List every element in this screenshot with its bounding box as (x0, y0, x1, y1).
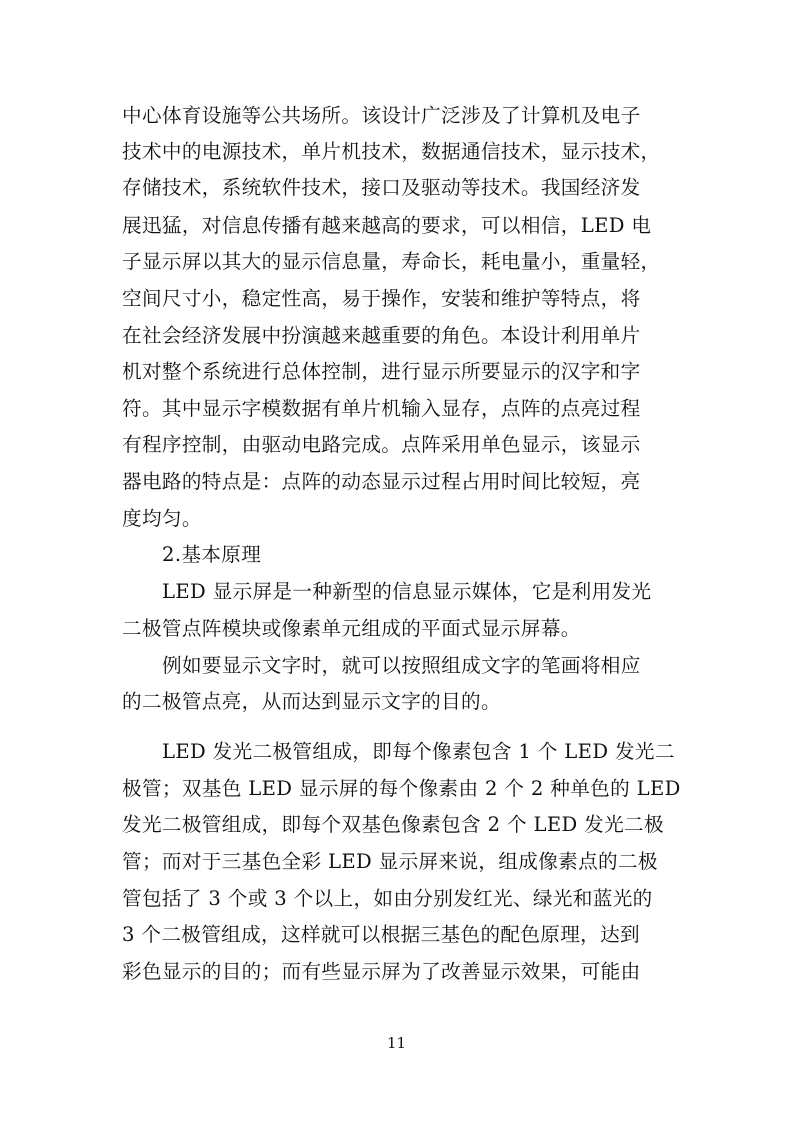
text-line: 发光二极管组成，即每个双基色像素包含 2 个 LED 发光二极 (122, 813, 664, 836)
text-line: LED 发光二极管组成，即每个像素包含 1 个 LED 发光二 (162, 740, 675, 763)
text-line: 空间尺寸小，稳定性高，易于操作，安装和维护等特点，将 (122, 287, 641, 310)
page-number: 11 (386, 1034, 407, 1052)
text-line: 极管；双基色 LED 显示屏的每个像素由 2 个 2 种单色的 LED (122, 777, 681, 800)
text-line: 展迅猛，对信息传播有越来越高的要求，可以相信，LED 电 (122, 214, 652, 237)
text-line: 技术中的电源技术，单片机技术，数据通信技术，显示技术， (122, 140, 661, 163)
text-line: 3 个二极管组成，这样就可以根据三基色的配色原理，达到 (122, 923, 640, 946)
text-line: 存储技术，系统软件技术，接口及驱动等技术。我国经济发 (122, 176, 641, 199)
text-line: 中心体育设施等公共场所。该设计广泛涉及了计算机及电子 (122, 104, 641, 127)
text-line: 度均匀。 (122, 507, 202, 530)
text-line: 在社会经济发展中扮演越来越重要的角色。本设计利用单片 (122, 324, 641, 347)
section-heading: 2.基本原理 (162, 543, 262, 566)
text-line: 管包括了 3 个或 3 个以上，如由分别发红光、绿光和蓝光的 (122, 887, 653, 910)
text-line: 例如要显示文字时，就可以按照组成文字的笔画将相应 (162, 654, 641, 677)
text-line: 有程序控制，由驱动电路完成。点阵采用单色显示，该显示 (122, 433, 641, 456)
text-line: 彩色显示的目的；而有些显示屏为了改善显示效果，可能由 (122, 960, 641, 983)
text-line: 器电路的特点是：点阵的动态显示过程占用时间比较短，亮 (122, 470, 641, 493)
text-line: 子显示屏以其大的显示信息量，寿命长，耗电量小，重量轻， (122, 250, 661, 273)
text-line: 二极管点阵模块或像素单元组成的平面式显示屏幕。 (122, 617, 581, 640)
text-line: 的二极管点亮，从而达到显示文字的目的。 (122, 690, 501, 713)
text-line: 符。其中显示字模数据有单片机输入显存，点阵的点亮过程 (122, 397, 641, 420)
text-line: 管；而对于三基色全彩 LED 显示屏来说，组成像素点的二极 (122, 850, 658, 873)
text-line: LED 显示屏是一种新型的信息显示媒体，它是利用发光 (162, 580, 652, 603)
text-line: 机对整个系统进行总体控制，进行显示所要显示的汉字和字 (122, 360, 641, 383)
